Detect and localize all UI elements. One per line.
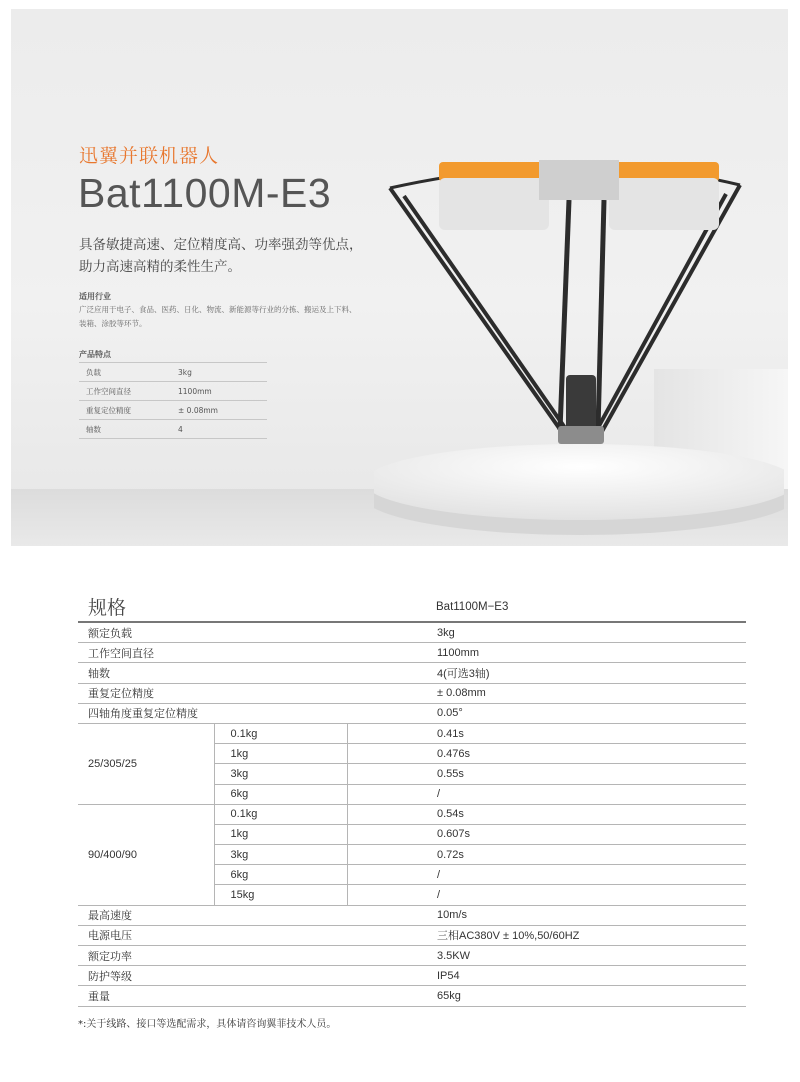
spec-value: 1100mm — [429, 643, 746, 663]
spec-label: 电源电压 — [78, 925, 429, 945]
product-series: 迅翼并联机器人 — [79, 145, 220, 167]
footnote: *:关于线路、接口等选配需求，具体请咨询翼菲技术人员。 — [78, 1019, 337, 1030]
feature-label: 轴数 — [79, 420, 178, 439]
spec-label: 额定功率 — [78, 946, 429, 966]
spec-title: 规格 — [88, 597, 127, 619]
spec-model: Bat1100M−E3 — [436, 601, 509, 613]
cycle-group-label: 90/400/90 — [78, 804, 214, 905]
spec-value: 3kg — [429, 623, 746, 643]
feature-row — [79, 382, 267, 401]
arm-left-inner — [404, 196, 570, 435]
cycle-load: 6kg — [214, 784, 347, 804]
spec-label: 防护等级 — [78, 966, 429, 986]
delta-robot-illustration — [374, 150, 784, 550]
features-title: 产品特点 — [79, 350, 111, 359]
arm-center-right — [598, 200, 604, 430]
spec-value: ± 0.08mm — [429, 683, 746, 703]
spec-row — [78, 643, 746, 663]
cycle-load: 0.1kg — [214, 804, 347, 824]
cycle-load: 6kg — [214, 865, 347, 885]
spec-row — [78, 946, 746, 966]
spec-value: 10m/s — [429, 905, 746, 925]
description-line-1: 具备敏捷高速、定位精度高、功率强劲等优点， — [79, 237, 363, 253]
spec-row — [78, 925, 746, 945]
feature-label: 负载 — [79, 363, 178, 382]
platform-top — [374, 444, 784, 520]
spec-label: 重复定位精度 — [78, 683, 429, 703]
spec-row — [78, 905, 746, 925]
spec-label: 重量 — [78, 986, 429, 1006]
spec-row — [78, 703, 746, 723]
spec-value: IP54 — [429, 966, 746, 986]
feature-value: ± 0.08mm — [178, 401, 267, 420]
motor-housing-left — [439, 178, 549, 230]
description-line-2: 助力高速高精的柔性生产。 — [79, 259, 241, 275]
cycle-load: 1kg — [214, 744, 347, 764]
spec-row — [78, 683, 746, 703]
arm-right-inner — [594, 194, 726, 435]
feature-row — [79, 420, 267, 439]
feature-value: 4 — [178, 420, 267, 439]
spec-label: 工作空间直径 — [78, 643, 429, 663]
spec-label: 四轴角度重复定位精度 — [78, 703, 429, 723]
motor-housing-right — [609, 178, 719, 230]
product-description — [79, 234, 363, 278]
spec-table — [78, 623, 746, 1007]
feature-label: 工作空间直径 — [79, 382, 178, 401]
industry-text: 广泛应用于电子、食品、医药、日化、物流、新能源等行业的分拣、搬运及上下料、装箱、涂胶等环节。 — [79, 305, 357, 328]
cycle-time: 0.476s — [429, 744, 746, 764]
cycle-time: / — [429, 784, 746, 804]
cycle-row — [78, 723, 746, 743]
cycle-time: / — [429, 865, 746, 885]
feature-value: 3kg — [178, 363, 267, 382]
cycle-load: 15kg — [214, 885, 347, 905]
spec-value: 65kg — [429, 986, 746, 1006]
feature-row — [79, 401, 267, 420]
spec-value: 3.5KW — [429, 946, 746, 966]
cycle-row — [78, 804, 746, 824]
feature-row — [79, 363, 267, 382]
center-base — [539, 160, 619, 200]
features-table — [79, 362, 267, 439]
spec-row — [78, 663, 746, 683]
cycle-load: 0.1kg — [214, 723, 347, 743]
cycle-load: 1kg — [214, 824, 347, 844]
cycle-time: 0.41s — [429, 723, 746, 743]
cycle-time: / — [429, 885, 746, 905]
spec-value: 三相AC380V ± 10%,50/60HZ — [429, 925, 746, 945]
end-effector-motor — [566, 375, 596, 431]
spec-label: 最高速度 — [78, 905, 429, 925]
spec-label: 轴数 — [78, 663, 429, 683]
spec-label: 额定负载 — [78, 623, 429, 643]
spec-row — [78, 986, 746, 1006]
spec-row — [78, 966, 746, 986]
spec-row — [78, 623, 746, 643]
feature-value: 1100mm — [178, 382, 267, 401]
feature-label: 重复定位精度 — [79, 401, 178, 420]
spec-value: 4(可选3轴) — [429, 663, 746, 683]
end-effector-plate — [558, 426, 604, 444]
cycle-time: 0.54s — [429, 804, 746, 824]
cycle-load: 3kg — [214, 764, 347, 784]
cycle-group-label: 25/305/25 — [78, 723, 214, 804]
spec-value: 0.05° — [429, 703, 746, 723]
industry-title: 适用行业 — [79, 292, 111, 301]
product-model: Bat1100M-E3 — [78, 170, 332, 216]
cycle-time: 0.72s — [429, 845, 746, 865]
cycle-time: 0.607s — [429, 824, 746, 844]
cycle-load: 3kg — [214, 845, 347, 865]
cycle-time: 0.55s — [429, 764, 746, 784]
